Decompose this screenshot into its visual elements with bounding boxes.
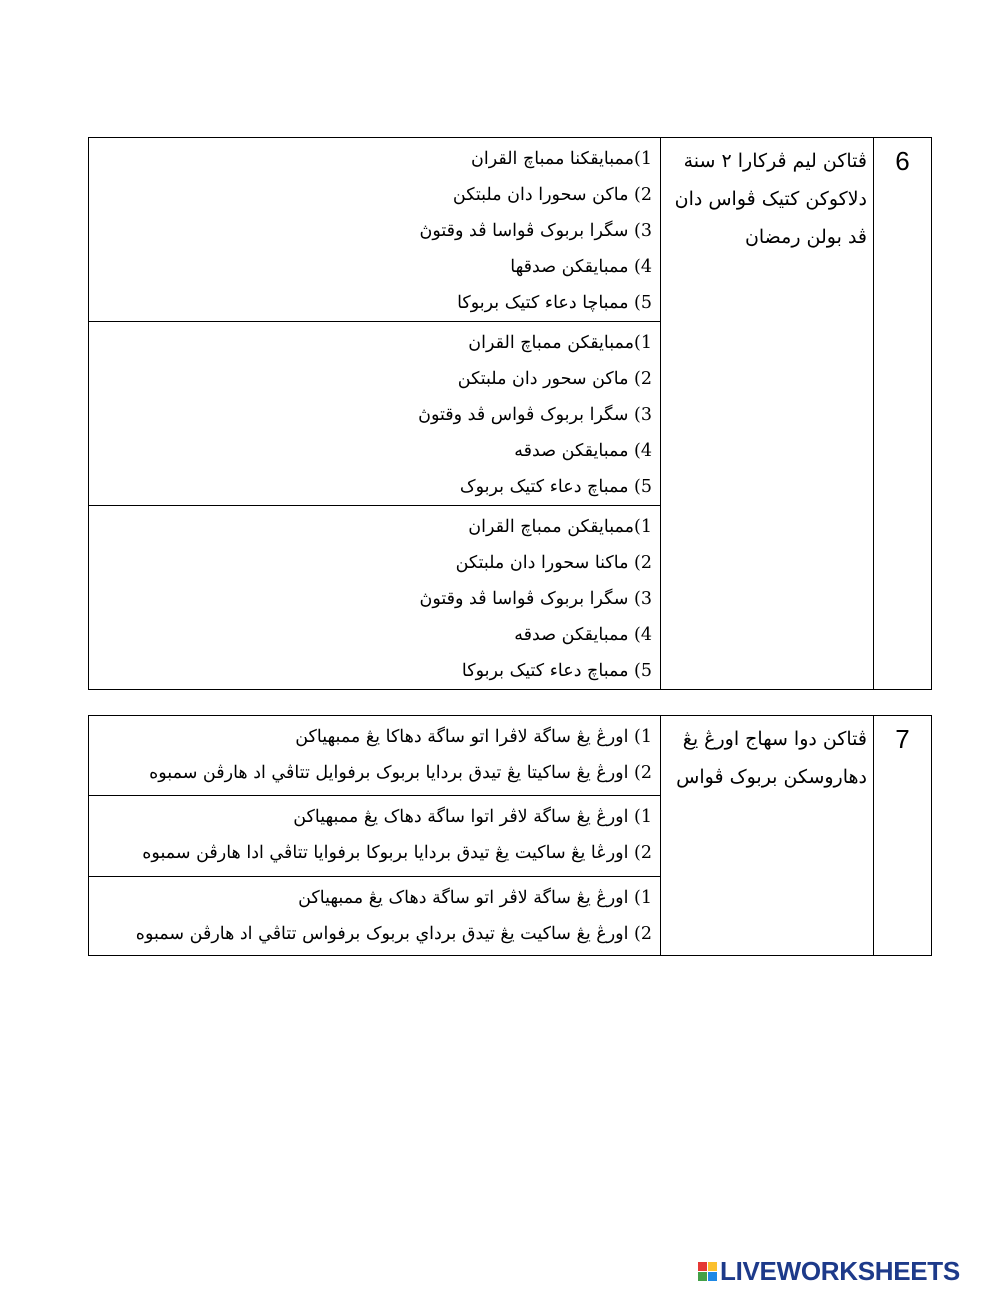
option-text: 2) ماکنا سحورا دان ملبتکن — [455, 553, 652, 573]
logo-text: LIVEWORKSHEETS — [720, 1255, 960, 1286]
option-text: 4) ممبايقکن صدقها — [510, 257, 652, 277]
question-stem-text: ڤتاکن ليم ڤرکارا ٢ سنة دلاکوکن کتيک ڤواس دان ڤد بولن رمضان — [674, 150, 867, 248]
option-text: 2) اورڠ يڠ ساکيت يڠ تيدق برداي بربوک برفواس تتاڤي اد هارڤن سمبوه — [135, 924, 652, 944]
question-6-table — [88, 137, 932, 690]
option-text: 2) اورڠا يڠ ساکيت يڠ تيدق بردايا بربوکا برفوايا تتاڤي ادا هارڤن سمبوه — [142, 843, 652, 863]
option-group-7-2 — [89, 796, 661, 877]
option-text: 3) سگرا بربوک ڤواسا ڤد وقتوڽ — [419, 221, 652, 241]
option-group-6-2 — [89, 322, 661, 506]
question-number: 7 — [895, 724, 910, 754]
question-6-number-cell — [874, 138, 932, 690]
option-text: 4) ممبايقکن صدقه — [514, 441, 652, 461]
option-group-7-3 — [89, 877, 661, 956]
question-stem-text: ڤتاکن دوا سهاج اورڠ يڠ دهاروسکن بربوک ڤواس — [676, 728, 867, 788]
option-text: 2) اورڠ يڠ ساکيتا يڠ تيدق بردايا بربوک برفوايل تتاڤي اد هارڤن سمبوه — [149, 763, 652, 783]
option-text: 1)ممبايقکنا ممباچ القران — [470, 149, 652, 169]
liveworksheets-logo — [698, 1257, 960, 1285]
question-number: 6 — [895, 146, 910, 176]
question-7-stem — [661, 716, 874, 956]
option-text: 1) اورڠ يڠ ساگة لاڤر اتو ساگة دهاک يڠ ممبهياکن — [298, 888, 652, 908]
question-7-table — [88, 715, 932, 956]
option-group-6-1 — [89, 138, 661, 322]
option-text: 5) ممباچا دعاء کتيک بربوکا — [457, 293, 652, 313]
question-7-number-cell — [874, 716, 932, 956]
option-text: 4) ممبايقکن صدقه — [514, 625, 652, 645]
option-text: 1)ممبايقکن ممباچ القران — [468, 333, 652, 353]
question-6-stem — [661, 138, 874, 690]
option-text: 1) اورڠ يڠ ساگة لاڤر اتوا ساگة دهاک يڠ ممبهياکن — [293, 807, 652, 827]
option-group-6-3 — [89, 506, 661, 690]
option-text: 1)ممبايقکن ممباچ القران — [468, 517, 652, 537]
option-text: 2) ماکن سحور دان ملبتکن — [457, 369, 652, 389]
option-text: 3) سگرا بربوک ڤواس ڤد وقتوڽ — [418, 405, 652, 425]
option-text: 3) سگرا بربوک ڤواسا ڤد وقتوڽ — [419, 589, 652, 609]
logo-mark-icon — [698, 1262, 717, 1281]
option-text: 2) ماکن سحورا دان ملبتکن — [452, 185, 652, 205]
option-text: 5) ممباچ دعاء کتيک بربوک — [459, 477, 652, 497]
option-group-7-1 — [89, 716, 661, 796]
option-text: 1) اورڠ يڠ ساگة لاڤرا اتو ساگة دهاکا يڠ ممبهياکن — [295, 727, 652, 747]
option-text: 5) ممباچ دعاء کتيک بربوکا — [461, 661, 652, 681]
